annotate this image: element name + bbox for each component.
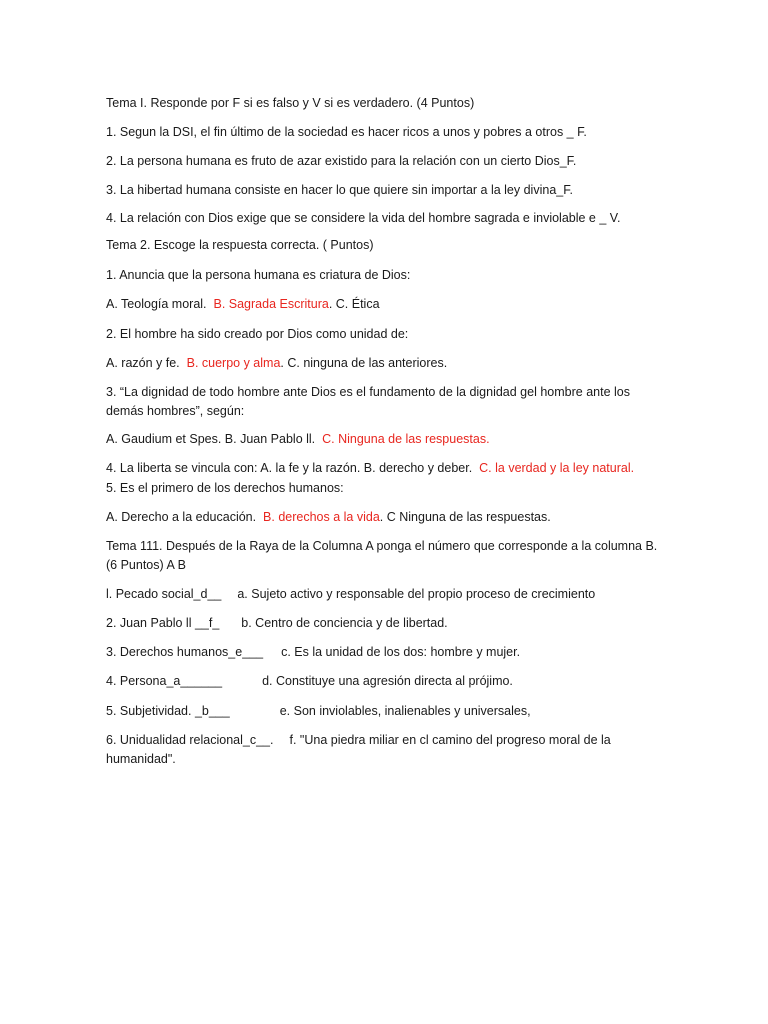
tema-1-question-4: 4. La relación con Dios exige que se considere la vida del hombre sagrada e inviolable e _ V. (106, 211, 621, 225)
column-b-item: c. Es la unidad de los dos: hombre y mujer. (281, 645, 521, 659)
tema-3-title-line-1: Tema 111. Después de la Raya de la Columna A ponga el número que corresponde a la columna B. (106, 539, 658, 553)
option-text: A. Derecho a la educación. (106, 510, 257, 524)
option-text: A. Teología moral. (106, 297, 207, 311)
match-row-6 (106, 732, 611, 748)
column-b-item: a. Sujeto activo y responsable del propio proceso de crecimiento (237, 587, 596, 601)
tema-2-options-3 (106, 431, 490, 447)
match-row-6-continuation: humanidad". (106, 752, 176, 766)
correct-answer: C. Ninguna de las respuestas. (322, 432, 490, 446)
option-text: . C Ninguna de las respuestas. (379, 510, 551, 524)
column-a-item: 4. Persona_a______ (106, 674, 223, 688)
match-row-4 (106, 673, 513, 689)
match-row-5 (106, 703, 531, 719)
option-text: . C. ninguna de las anteriores. (280, 356, 448, 370)
tema-1-question-3: 3. La hibertad humana consiste en hacer lo que quiere sin importar a la ley divina_F. (106, 183, 573, 197)
option-text: A. Gaudium et Spes. B. Juan Pablo ll. (106, 432, 316, 446)
question-text: 4. La liberta se vincula con: A. la fe y la razón. B. derecho y deber. (106, 461, 473, 475)
tema-2-title: Tema 2. Escoge la respuesta correcta. ( Puntos) (106, 238, 374, 252)
tema-2-options-5 (106, 509, 551, 525)
correct-answer: B. cuerpo y alma (186, 356, 281, 370)
tema-2-question-5: 5. Es el primero de los derechos humanos: (106, 481, 344, 495)
tema-2-question-3-line-2: demás hombres”, según: (106, 404, 245, 418)
match-row-1 (106, 586, 595, 602)
tema-2-question-3-line-1: 3. “La dignidad de todo hombre ante Dios es el fundamento de la dignidad gel hombre ante los (106, 385, 630, 399)
option-text: . C. Ética (328, 297, 380, 311)
column-b-item: f. "Una piedra miliar en cl camino del progreso moral de la (289, 733, 611, 747)
tema-2-options-2 (106, 355, 447, 371)
column-a-item: l. Pecado social_d__ (106, 587, 222, 601)
column-a-item: 3. Derechos humanos_e___ (106, 645, 264, 659)
column-b-item: e. Son inviolables, inalienables y universales, (279, 704, 531, 718)
tema-1-question-2: 2. La persona humana es fruto de azar existido para la relación con un cierto Dios_F. (106, 154, 577, 168)
tema-2-question-1: 1. Anuncia que la persona humana es criatura de Dios: (106, 268, 411, 282)
match-row-2 (106, 615, 448, 631)
tema-1-title: Tema I. Responde por F si es falso y V si es verdadero. (4 Puntos) (106, 96, 475, 110)
option-text: A. razón y fe. (106, 356, 180, 370)
column-a-item: 6. Unidualidad relacional_c__. (106, 733, 274, 747)
tema-1-question-1: 1. Segun la DSI, el fin último de la sociedad es hacer ricos a unos y pobres a otros _ F. (106, 125, 587, 139)
column-b-item: b. Centro de conciencia y de libertad. (241, 616, 448, 630)
tema-2-options-1 (106, 296, 380, 312)
correct-answer: C. la verdad y la ley natural. (479, 461, 635, 475)
column-a-item: 5. Subjetividad. _b___ (106, 704, 230, 718)
tema-3-title-line-2: (6 Puntos) A B (106, 558, 186, 572)
column-b-item: d. Constituye una agresión directa al prójimo. (262, 674, 513, 688)
correct-answer: B. Sagrada Escritura (213, 297, 329, 311)
tema-2-question-4 (106, 460, 634, 476)
correct-answer: B. derechos a la vida (263, 510, 380, 524)
column-a-item: 2. Juan Pablo ll __f_ (106, 616, 220, 630)
match-row-3 (106, 644, 520, 660)
tema-2-question-2: 2. El hombre ha sido creado por Dios como unidad de: (106, 327, 409, 341)
